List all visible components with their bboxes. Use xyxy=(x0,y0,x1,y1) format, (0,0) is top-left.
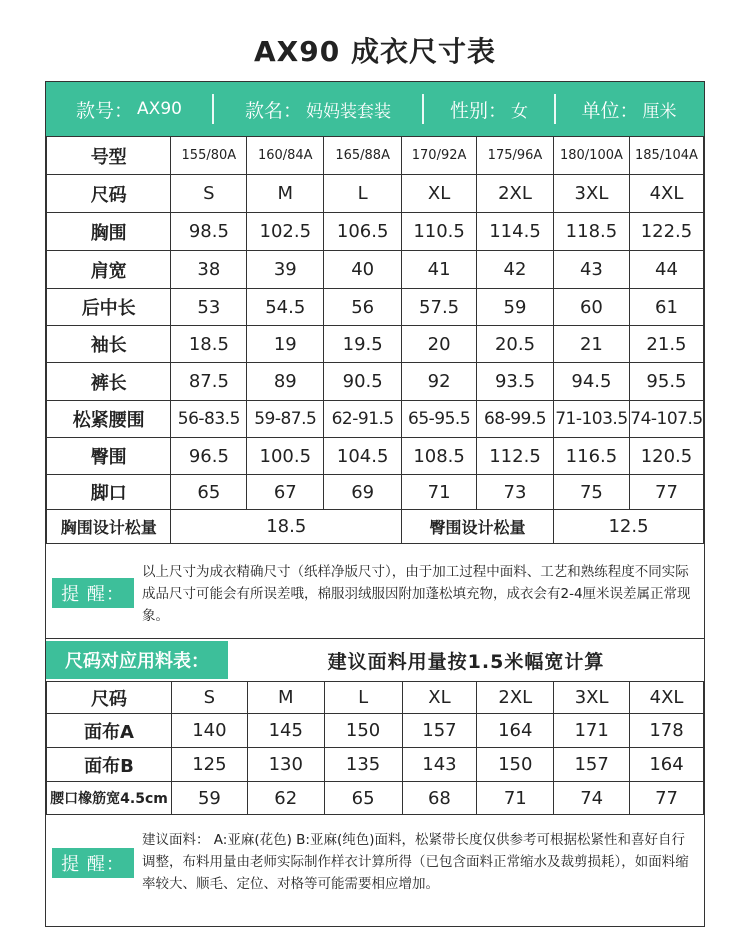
size-table-row-label: 胸围 xyxy=(47,213,171,251)
size-table-cell: 56-83.5 xyxy=(171,401,247,438)
size-table-cell: 100.5 xyxy=(247,438,324,475)
ease-row xyxy=(47,510,704,544)
size-table-cell: 71 xyxy=(402,475,477,510)
fabric-table-row xyxy=(47,782,704,815)
unit-label: 单位： xyxy=(581,99,639,122)
fabric-table-row xyxy=(47,714,704,748)
fabric-table-row xyxy=(47,748,704,782)
fabric-table-cell: 145 xyxy=(247,714,324,748)
size-table-row xyxy=(47,326,704,363)
size-table-cell: 96.5 xyxy=(171,438,247,475)
size-table-cell: 112.5 xyxy=(477,438,554,475)
size-table-cell: 68-99.5 xyxy=(477,401,554,438)
hip-ease-label: 臀围设计松量 xyxy=(402,510,554,544)
fabric-table-row-label: 尺码 xyxy=(47,682,172,714)
fabric-table-cell: 150 xyxy=(477,748,554,782)
fabric-table-cell: 74 xyxy=(554,782,630,815)
fabric-table-cell: 130 xyxy=(247,748,324,782)
size-table-cell: 3XL xyxy=(553,175,629,213)
size-table-cell: 59-87.5 xyxy=(247,401,324,438)
unit xyxy=(556,82,702,136)
fabric-table-row-label: 面布A xyxy=(47,714,172,748)
size-table-cell: M xyxy=(247,175,324,213)
size-table-row xyxy=(47,137,704,175)
fabric-table-cell: 157 xyxy=(554,748,630,782)
header-bar xyxy=(46,82,704,136)
size-table-row-label: 后中长 xyxy=(47,289,171,326)
size-table-cell: 93.5 xyxy=(477,363,554,401)
fabric-table-cell: 164 xyxy=(630,748,704,782)
fabric-table-cell: 164 xyxy=(477,714,554,748)
size-table-cell: 71-103.5 xyxy=(553,401,629,438)
size-table-row xyxy=(47,289,704,326)
size-table-cell: 92 xyxy=(402,363,477,401)
size-table-cell: 90.5 xyxy=(324,363,402,401)
size-table-cell: 53 xyxy=(171,289,247,326)
size-table-cell: 67 xyxy=(247,475,324,510)
size-table-cell: 155/80A xyxy=(171,137,247,175)
reminder-tag-2: 提 醒： xyxy=(52,848,134,878)
fabric-table-cell: 143 xyxy=(402,748,477,782)
fabric-table-cell: 62 xyxy=(247,782,324,815)
fabric-table-cell: 178 xyxy=(630,714,704,748)
size-table-cell: 110.5 xyxy=(402,213,477,251)
reminder-tag: 提 醒： xyxy=(52,578,134,608)
fabric-table-cell: 171 xyxy=(554,714,630,748)
gender xyxy=(424,82,554,136)
fabric-section-header xyxy=(46,639,704,681)
size-table-cell: 39 xyxy=(247,251,324,289)
size-table-cell: 54.5 xyxy=(247,289,324,326)
fabric-table-row-label: 面布B xyxy=(47,748,172,782)
fabric-table-cell: 157 xyxy=(402,714,477,748)
fabric-table-row xyxy=(47,682,704,714)
fabric-table-cell: 2XL xyxy=(477,682,554,714)
size-table xyxy=(46,136,704,544)
hip-ease-value: 12.5 xyxy=(553,510,703,544)
size-table-row xyxy=(47,363,704,401)
size-table-cell: 75 xyxy=(553,475,629,510)
size-table-cell: 19.5 xyxy=(324,326,402,363)
style-no xyxy=(46,82,212,136)
gender-label: 性别： xyxy=(449,99,507,122)
size-table-row xyxy=(47,251,704,289)
unit-value: 厘米 xyxy=(642,101,677,122)
size-table-cell: 175/96A xyxy=(477,137,554,175)
fabric-table-row-label: 腰口橡筋宽4.5cm xyxy=(47,782,172,815)
size-table-cell: 21 xyxy=(553,326,629,363)
size-table-cell: 77 xyxy=(629,475,703,510)
size-table-cell: 57.5 xyxy=(402,289,477,326)
fabric-table-cell: S xyxy=(171,682,247,714)
size-table-row-label: 袖长 xyxy=(47,326,171,363)
size-table-cell: 87.5 xyxy=(171,363,247,401)
gender-value: 女 xyxy=(511,101,528,122)
size-table-cell: 4XL xyxy=(629,175,703,213)
size-table-row-label: 裤长 xyxy=(47,363,171,401)
size-table-cell: 106.5 xyxy=(324,213,402,251)
size-table-row-label: 号型 xyxy=(47,137,171,175)
fabric-table-cell: 59 xyxy=(171,782,247,815)
size-table-cell: 120.5 xyxy=(629,438,703,475)
size-table-cell: 56 xyxy=(324,289,402,326)
size-table-cell: 40 xyxy=(324,251,402,289)
reminder-text: 以上尺寸为成衣精确尺寸（纸样净版尺寸），由于加工过程中面料、工艺和熟练程度不同实际成品尺寸可能会有所误差哦，棉服羽绒服因附加蓬松填充物，成衣会有2-4厘米误差属正常现象。 xyxy=(142,564,691,624)
size-table-cell: 116.5 xyxy=(553,438,629,475)
size-table-row-label: 肩宽 xyxy=(47,251,171,289)
fabric-section-tag: 尺码对应用料表： xyxy=(46,641,228,679)
size-table-cell: 43 xyxy=(553,251,629,289)
fabric-section-note: 建议面料用量按1.5米幅宽计算 xyxy=(327,650,605,673)
fabric-table-cell: 150 xyxy=(324,714,402,748)
size-table-cell: 180/100A xyxy=(553,137,629,175)
size-table-cell: 89 xyxy=(247,363,324,401)
style-no-label: 款号： xyxy=(76,99,134,122)
size-table-cell: 2XL xyxy=(477,175,554,213)
size-table-row xyxy=(47,213,704,251)
size-table-row-label: 脚口 xyxy=(47,475,171,510)
fabric-table-cell: 3XL xyxy=(554,682,630,714)
chest-ease-label: 胸围设计松量 xyxy=(47,510,171,544)
size-table-cell: 38 xyxy=(171,251,247,289)
fabric-table-cell: 77 xyxy=(630,782,704,815)
size-table-cell: 59 xyxy=(477,289,554,326)
size-table-cell: S xyxy=(171,175,247,213)
size-table-cell: 41 xyxy=(402,251,477,289)
size-table-cell: 114.5 xyxy=(477,213,554,251)
size-table-cell: 165/88A xyxy=(324,137,402,175)
size-table-cell: 65 xyxy=(171,475,247,510)
size-table-cell: 160/84A xyxy=(247,137,324,175)
size-table-row xyxy=(47,175,704,213)
page-title: AX90 成衣尺寸表 xyxy=(254,35,496,68)
size-table-row xyxy=(47,475,704,510)
fabric-table-cell: 135 xyxy=(324,748,402,782)
size-table-cell: 122.5 xyxy=(629,213,703,251)
size-table-cell: 104.5 xyxy=(324,438,402,475)
style-name-value: 妈妈装套装 xyxy=(306,101,391,122)
fabric-table-cell: L xyxy=(324,682,402,714)
fabric-table-cell: 68 xyxy=(402,782,477,815)
size-table-row xyxy=(47,438,704,475)
fabric-table-cell: XL xyxy=(402,682,477,714)
size-table-cell: 94.5 xyxy=(553,363,629,401)
size-table-cell: 108.5 xyxy=(402,438,477,475)
style-no-value: AX90 xyxy=(137,99,182,119)
fabric-table-cell: M xyxy=(247,682,324,714)
size-table-cell: 61 xyxy=(629,289,703,326)
size-table-cell: 185/104A xyxy=(629,137,703,175)
size-table-row xyxy=(47,401,704,438)
size-table-row-label: 尺码 xyxy=(47,175,171,213)
fabric-table-cell: 65 xyxy=(324,782,402,815)
fabric-table-cell: 125 xyxy=(171,748,247,782)
size-table-cell: 19 xyxy=(247,326,324,363)
size-table-cell: 95.5 xyxy=(629,363,703,401)
size-table-cell: 21.5 xyxy=(629,326,703,363)
fabric-table xyxy=(46,681,704,815)
size-table-cell: 44 xyxy=(629,251,703,289)
size-table-row-label: 松紧腰围 xyxy=(47,401,171,438)
size-table-row-label: 臀围 xyxy=(47,438,171,475)
size-table-cell: 170/92A xyxy=(402,137,477,175)
chest-ease-value: 18.5 xyxy=(171,510,402,544)
size-table-cell: 60 xyxy=(553,289,629,326)
size-table-cell: 20.5 xyxy=(477,326,554,363)
reminder-text-2: 建议面料： A:亚麻(花色) B:亚麻(纯色)面料，松紧带长度仅供参考可根据松紧性和喜好自行调整，布料用量由老师实际制作样衣计算所得（已包含面料正常缩水及裁剪损耗），如面料缩率较大、顺毛、定位、对格等可能需要相应增加。 xyxy=(142,832,689,892)
size-table-cell: 42 xyxy=(477,251,554,289)
style-name xyxy=(214,82,422,136)
size-table-cell: 62-91.5 xyxy=(324,401,402,438)
style-name-label: 款名： xyxy=(244,99,302,122)
size-table-cell: 102.5 xyxy=(247,213,324,251)
size-table-cell: 98.5 xyxy=(171,213,247,251)
size-table-cell: 69 xyxy=(324,475,402,510)
fabric-table-cell: 140 xyxy=(171,714,247,748)
fabric-table-cell: 4XL xyxy=(630,682,704,714)
size-table-cell: 20 xyxy=(402,326,477,363)
fabric-table-cell: 71 xyxy=(477,782,554,815)
size-table-cell: 18.5 xyxy=(171,326,247,363)
size-table-cell: 118.5 xyxy=(553,213,629,251)
size-table-cell: 65-95.5 xyxy=(402,401,477,438)
size-table-cell: 74-107.5 xyxy=(629,401,703,438)
size-table-cell: 73 xyxy=(477,475,554,510)
size-table-cell: XL xyxy=(402,175,477,213)
size-table-cell: L xyxy=(324,175,402,213)
